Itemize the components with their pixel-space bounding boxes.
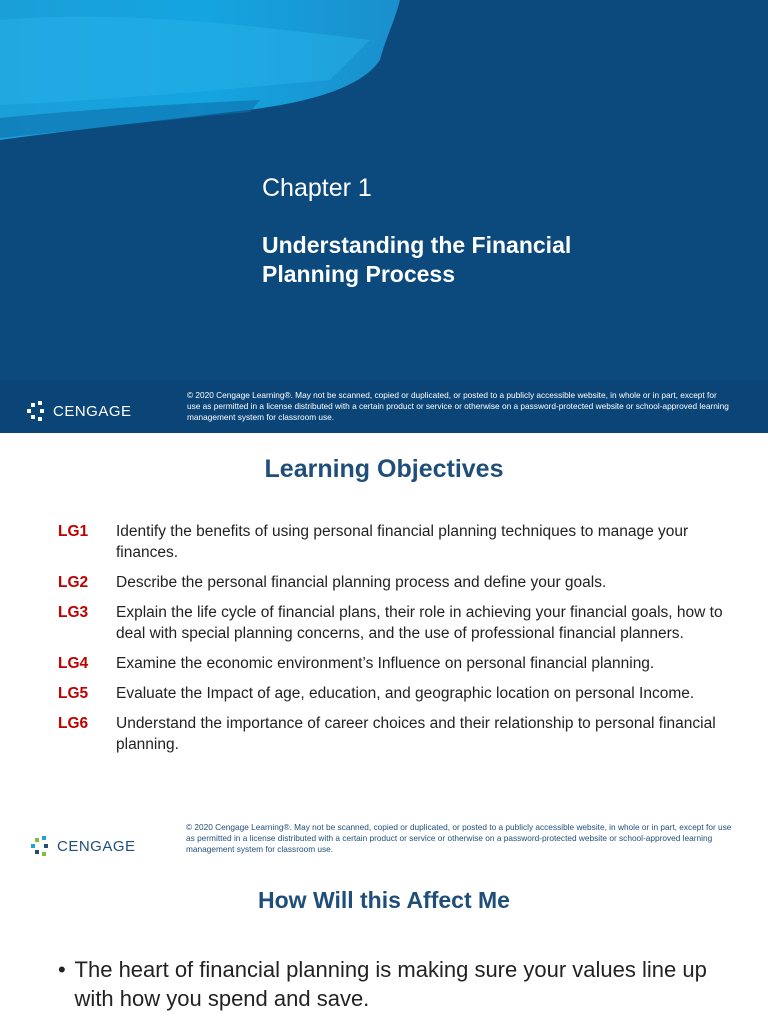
objective-text: Examine the economic environment’s Influence on personal financial planning. — [116, 655, 655, 672]
cengage-logo — [26, 400, 132, 422]
learning-objectives-slide — [0, 433, 768, 865]
chapter-title — [262, 231, 682, 289]
list-item — [58, 955, 718, 1013]
cengage-logo-icon — [30, 835, 52, 857]
slide-title: Learning Objectives — [264, 455, 504, 483]
list-item — [58, 572, 748, 593]
objective-text: Evaluate the Impact of age, education, and geographic location on personal Income. — [116, 685, 695, 702]
list-item — [58, 713, 748, 755]
objective-code: LG6 — [58, 715, 89, 732]
affect-me-slide — [0, 865, 768, 1024]
objective-text: Explain the life cycle of financial plans, their role in achieving your financial goals, how to deal with special planning concerns, and the use of professional financial planners. — [116, 604, 723, 642]
bullet-icon: • — [58, 957, 66, 982]
cengage-logo-icon — [26, 400, 48, 422]
chapter-title-line2: Planning Process — [262, 261, 456, 287]
objectives-list — [58, 521, 748, 764]
objective-text: Identify the benefits of using personal financial planning techniques to manage your finances. — [116, 523, 689, 561]
objective-code: LG3 — [58, 604, 89, 621]
cengage-logo — [30, 835, 136, 857]
list-item — [58, 602, 748, 644]
copyright-notice: © 2020 Cengage Learning®. May not be scanned, copied or duplicated, or posted to a publicly accessible website, in whole or in part, except for use as permitted in a license distributed with a certain product or service or otherwise on a password-protected website or school-approved learning management system for classroom use. — [187, 390, 729, 422]
list-item — [58, 521, 748, 563]
list-item — [58, 683, 748, 704]
objective-text: Describe the personal financial planning process and define your goals. — [116, 574, 607, 591]
bullet-text: The heart of financial planning is making sure your values line up with how you spend and save. — [74, 957, 707, 1011]
title-slide-footer — [0, 380, 768, 433]
copyright-notice: © 2020 Cengage Learning®. May not be scanned, copied or duplicated, or posted to a publicly accessible website, in whole or in part, except for use as permitted in a license distributed with a certain product or service or otherwise on a password-protected website or school-approved learning management system for classroom use. — [186, 822, 732, 854]
brush-stroke-graphic — [0, 0, 768, 160]
cengage-logo-text: CENGAGE — [57, 837, 136, 855]
objective-code: LG1 — [58, 523, 89, 540]
objective-code: LG2 — [58, 574, 89, 591]
title-slide — [0, 0, 768, 433]
list-item — [58, 653, 748, 674]
chapter-label: Chapter 1 — [262, 174, 372, 202]
cengage-logo-text: CENGAGE — [53, 402, 132, 420]
objective-text: Understand the importance of career choices and their relationship to personal financial planning. — [116, 715, 716, 753]
chapter-title-line1: Understanding the Financial — [262, 232, 572, 258]
slide-title: How Will this Affect Me — [258, 887, 510, 913]
objective-code: LG4 — [58, 655, 89, 672]
objective-code: LG5 — [58, 685, 89, 702]
